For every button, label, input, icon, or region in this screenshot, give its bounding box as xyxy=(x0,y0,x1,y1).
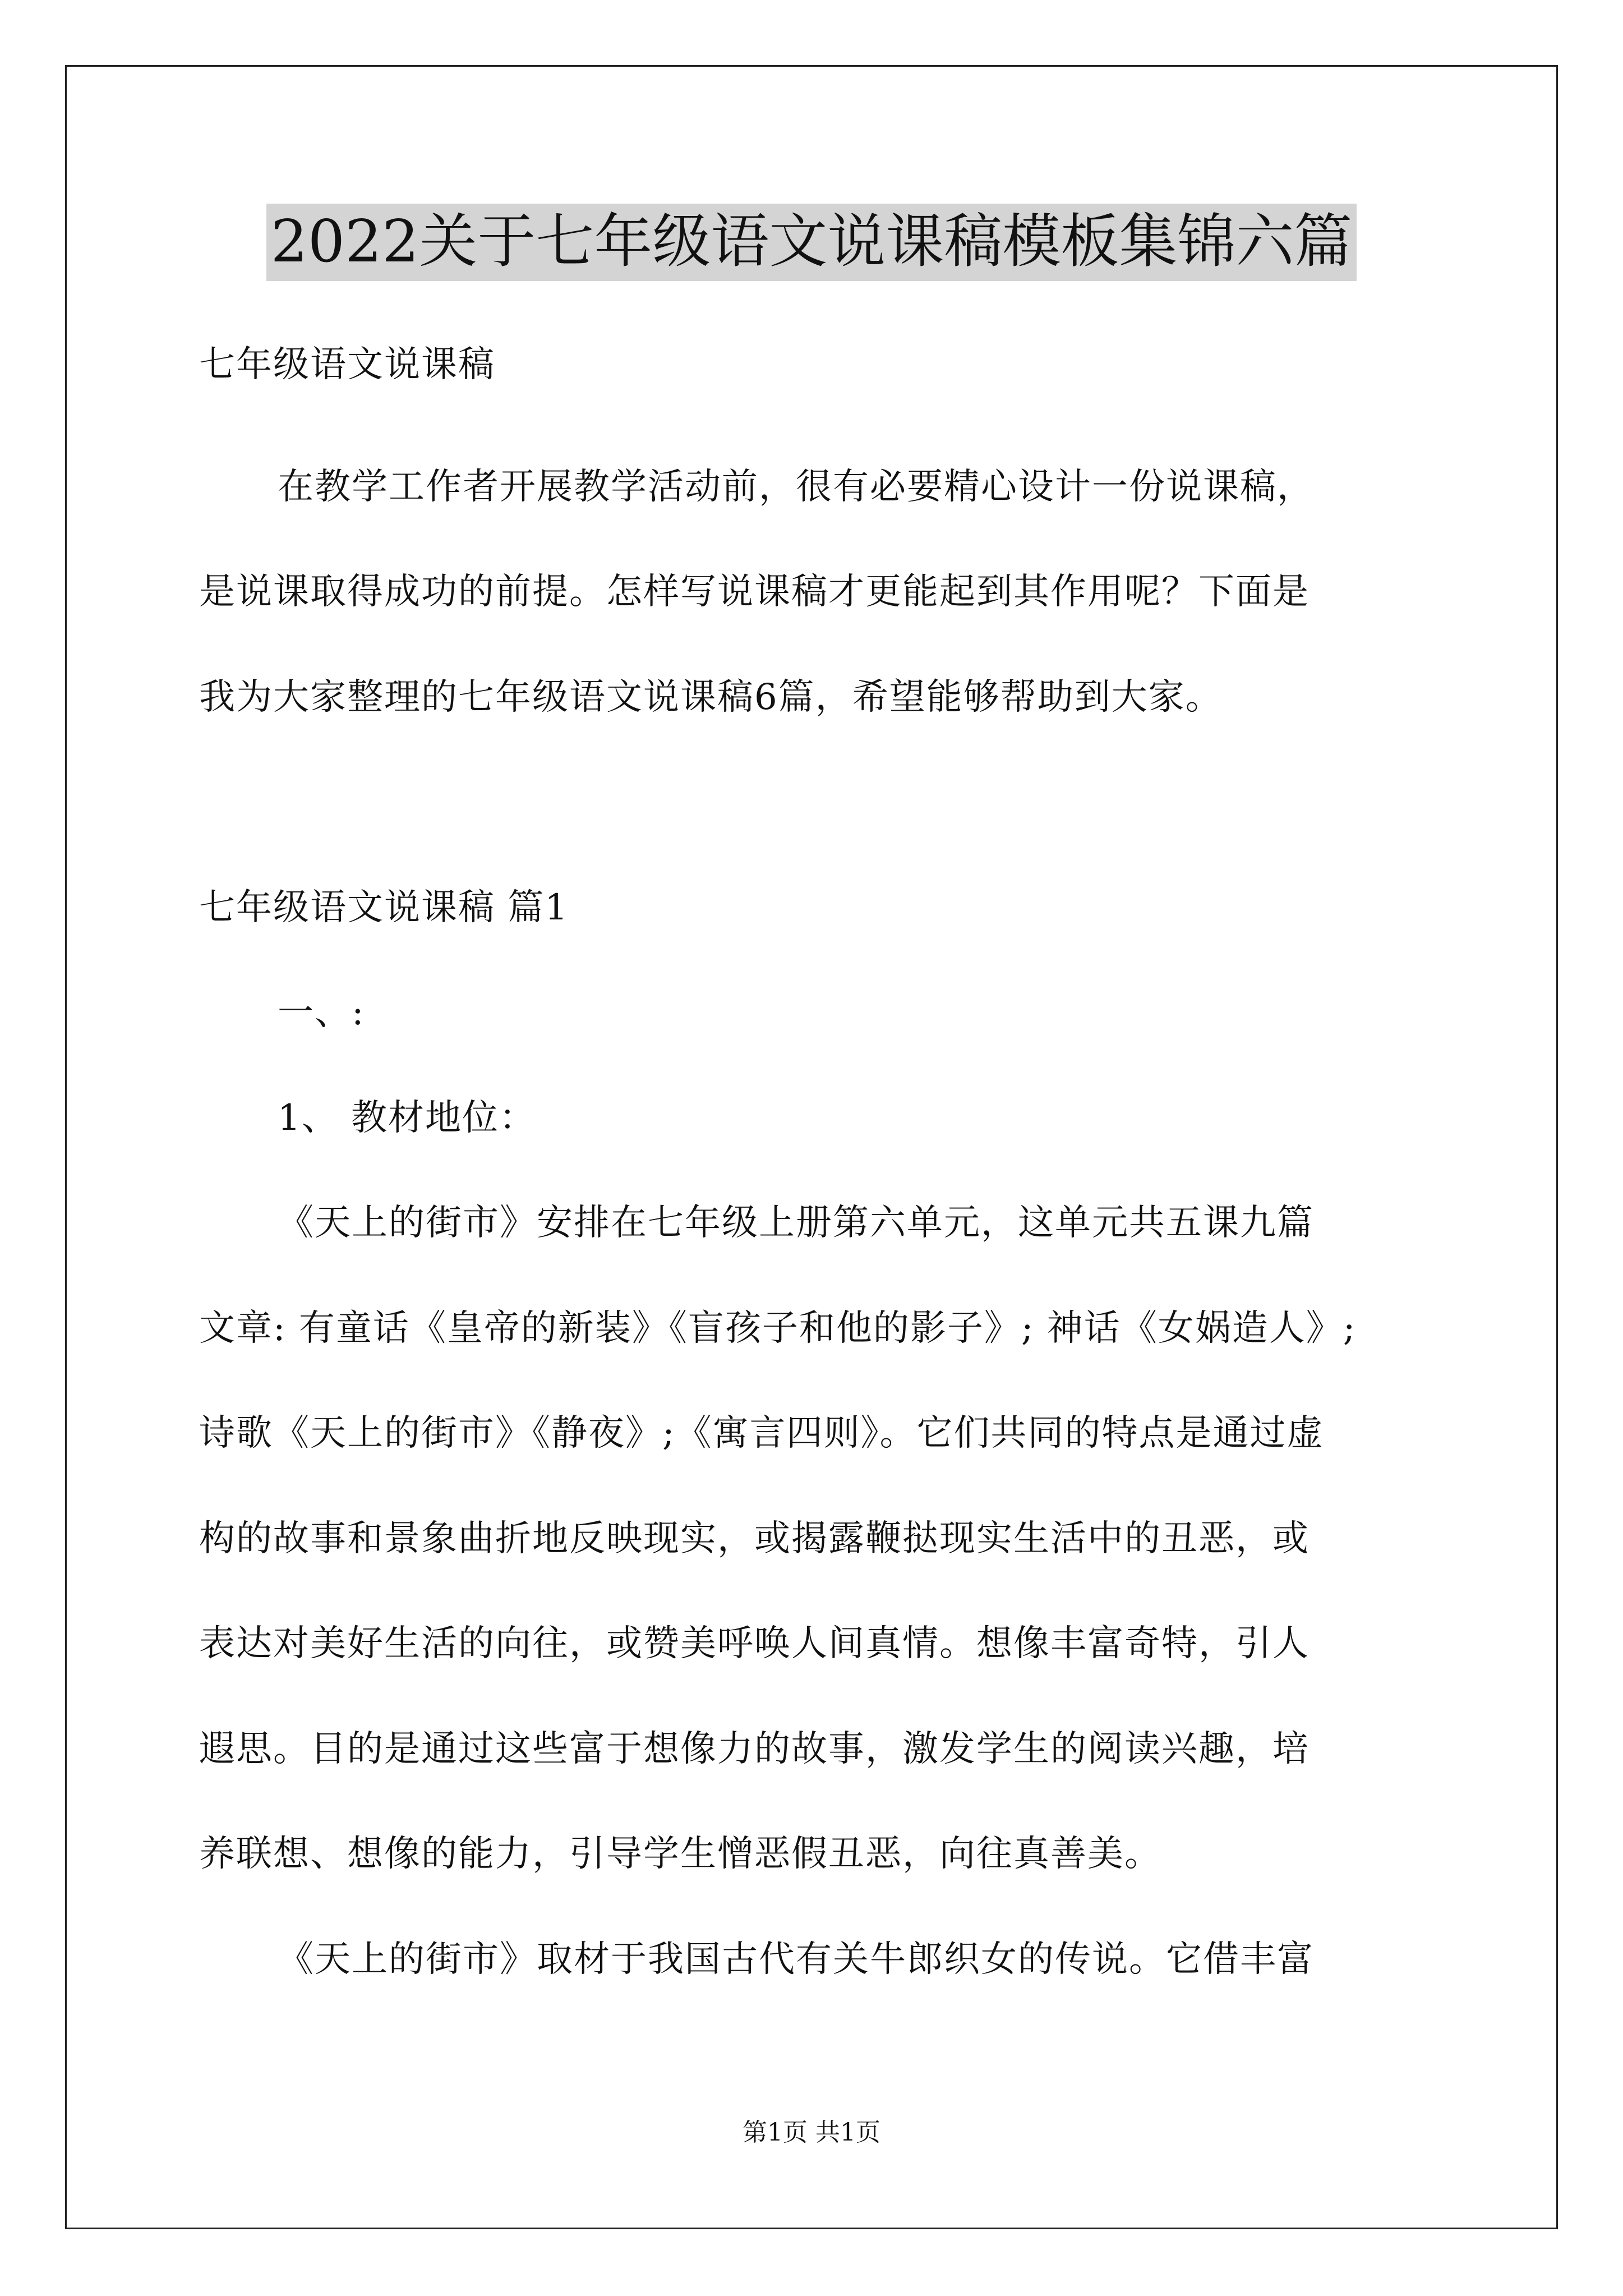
paragraph-line: 养联想、想像的能力，引导学生憎恶假丑恶，向往真善美。 xyxy=(199,1833,1161,1875)
paragraph-line: 《天上的街市》取材于我国古代有关牛郎织女的传说。它借丰富 xyxy=(278,1939,1314,1980)
title-text: 2022关于七年级语文说课稿模板集锦六篇 xyxy=(266,204,1357,281)
paragraph-line: 诗歌《天上的街市》《静夜》;《寓言四则》。它们共同的特点是通过虚 xyxy=(199,1412,1324,1454)
paragraph-line: 文章: 有童话《皇帝的新装》《盲孩子和他的影子》; 神话《女娲造人》; xyxy=(199,1308,1357,1349)
paragraph-line: 表达对美好生活的向往，或赞美呼唤人间真情。想像丰富奇特，引人 xyxy=(199,1623,1310,1664)
paragraph-line: 1、 教材地位： xyxy=(278,1097,537,1139)
section-heading: 七年级语文说课稿 xyxy=(199,344,495,385)
page-footer: 第1页 共1页 xyxy=(743,2118,880,2147)
page-border xyxy=(65,65,1558,2229)
paragraph-line: 是说课取得成功的前提。怎样写说课稿才更能起到其作用呢？下面是 xyxy=(199,571,1310,613)
section-heading: 七年级语文说课稿 篇1 xyxy=(199,887,569,928)
paragraph-line: 我为大家整理的七年级语文说课稿6篇，希望能够帮助到大家。 xyxy=(199,677,1223,718)
paragraph-line: 在教学工作者开展教学活动前，很有必要精心设计一份说课稿， xyxy=(278,466,1314,508)
document-title xyxy=(0,203,1623,279)
paragraph-line: 遐思。目的是通过这些富于想像力的故事，激发学生的阅读兴趣，培 xyxy=(199,1728,1310,1770)
paragraph-line: 一、: xyxy=(278,992,365,1033)
paragraph-line: 《天上的街市》安排在七年级上册第六单元，这单元共五课九篇 xyxy=(278,1202,1314,1244)
paragraph-line: 构的故事和景象曲折地反映现实，或揭露鞭挞现实生活中的丑恶，或 xyxy=(199,1518,1310,1559)
